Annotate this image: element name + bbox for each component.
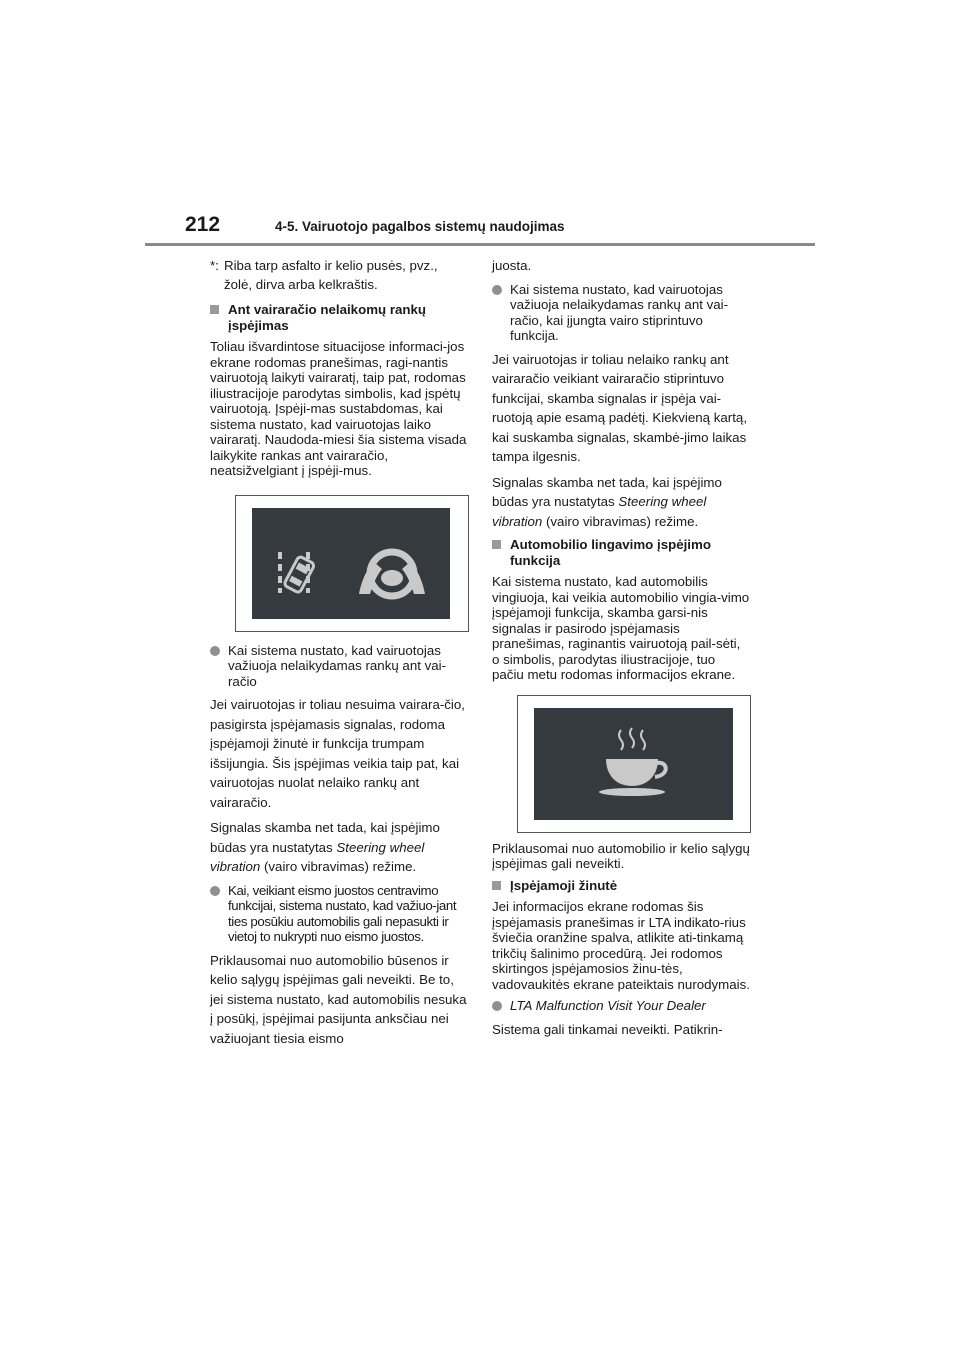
hands-off-warning-figure	[235, 495, 469, 632]
bullet-dot-icon	[492, 285, 502, 295]
section-title: 4-5. Vairuotojo pagalbos sistemų naudojimas	[275, 219, 565, 234]
bullet-dot-icon	[210, 646, 220, 656]
sway-warning-description: Kai sistema nustato, kad automobilis vingiuoja, kai veikia automobilio vingia-vimo įspėjamoji funkcija, skamba garsi-nis signalas ir pasirodo įspėjamasis pranešimas, raginantis vairuotoją pail-sėti, o simbolis, parodytas iliustracijoje, tuo pačiu metu rodomas informacijos ekrane.	[492, 574, 750, 682]
paragraph: Signalas skamba net tada, kai įspėjimo būdas yra nustatytas Steering wheel vibration (vairo vibravimas) režime.	[492, 474, 722, 529]
paragraph: juosta.	[492, 258, 532, 273]
footnote	[210, 256, 468, 294]
paragraph: Signalas skamba net tada, kai įspėjimo būdas yra nustatytas Steering wheel vibration (vairo vibravimas) režime.	[210, 820, 440, 874]
coffee-cup-icon	[599, 728, 666, 796]
hands-off-description: Toliau išvardintose situacijose informaci-jos ekrane rodomas pranešimas, ragi-nantis vairuotoją laikyti vairaratį, taip pat, rodomas iliustracijoje parodytas simbolis, kad įspėtų vairuotoją. Įspėji-mas sustabdomas, kai sistema nustato, kad vairuotojas laiko vairaratį. Naudoda-miesi šia sistema visada laikykite rankas ant vairaračio, neatsižvelgiant į įspėji-mus.	[210, 339, 467, 478]
right-column	[492, 256, 750, 1045]
list-item: LTA Malfunction Visit Your Dealer	[492, 998, 750, 1014]
left-column	[210, 256, 468, 1054]
square-bullet-icon	[210, 305, 219, 314]
paragraph: Jei vairuotojas ir toliau nesuima vairara-čio, pasigirsta įspėjamasis signalas, rodoma įspėjamoji žinutė ir funkcija trumpam išsijungia. Šis įspėjimas veikia taip pat, kai vairuotojas nuolat nelaiko rankų ant vairaračio.	[210, 697, 465, 810]
bullet-dot-icon	[210, 886, 220, 896]
display-screen	[534, 708, 733, 820]
paragraph: Jei vairuotojas ir toliau nelaiko rankų ant vairaračio veikiant vairaračio stiprintuvo funkcijai, skamba signalas ir įspėja vai-ruotoją apie esamą padėtį. Kiekvieną kartą, kai suskamba signalas, skambė-jimo laikas tampa ilgesnis.	[492, 351, 748, 464]
header-divider	[145, 243, 815, 246]
paragraph: Priklausomai nuo automobilio būsenos ir kelio sąlygų įspėjimas gali neveikti. Be to, jei sistema nustato, kad automobilis nesuka į posūkį, įspėjimai pasijunta anksčiau nei važiuojant tiesia eismo	[210, 952, 467, 1046]
warning-message-description: Jei informacijos ekrane rodomas šis įspėjamasis pranešimas ir LTA indikato-rius šviečia oranžine spalva, atlikite ati-tinkamą trikčių šalinimo procedūrą. Jei rodomos skirtingos įspėjamosios žinu-tės, vadovaukitės ekrane pateiktais nurodymais.	[492, 899, 750, 992]
list-item: Kai sistema nustato, kad vairuotojas važiuoja nelaikydamas rankų ant vai-račio, kai įjungta vairo stiprintuvo funkcija.	[492, 282, 750, 344]
paragraph: Sistema gali tinkamai neveikti. Patikrin-	[492, 1021, 723, 1037]
hands-on-steering-wheel-icon	[359, 552, 425, 596]
display-screen	[252, 508, 450, 619]
sway-warning-figure	[517, 695, 751, 833]
lane-departure-car-icon	[280, 552, 315, 593]
section-heading-warning-message: Įspėjamoji žinutė	[492, 878, 750, 894]
square-bullet-icon	[492, 540, 501, 549]
page-header	[145, 213, 815, 245]
list-item: Kai sistema nustato, kad vairuotojas važiuoja nelaikydamas rankų ant vai-račio	[210, 643, 468, 690]
list-item: Kai, veikiant eismo juostos centravimo funkcijai, sistema nustato, kad važiuo-jant ties posūkiu automobilis gali nepasukti ir vietoj to nukrypti nuo eismo juostos.	[210, 883, 468, 945]
footnote-mark: *:	[210, 258, 219, 273]
page-number: 212	[185, 213, 221, 236]
bullet-dot-icon	[492, 1001, 502, 1011]
footnote-text: Riba tarp asfalto ir kelio pusės, pvz., žolė, dirva arba kelkraštis.	[224, 258, 438, 292]
paragraph: Priklausomai nuo automobilio ir kelio sąlygų įspėjimas gali neveikti.	[492, 840, 750, 871]
section-heading-hands-off: Ant vairaračio nelaikomų rankų įspėjimas	[210, 302, 468, 333]
square-bullet-icon	[492, 881, 501, 890]
section-heading-sway-warning: Automobilio lingavimo įspėjimo funkcija	[492, 537, 750, 568]
